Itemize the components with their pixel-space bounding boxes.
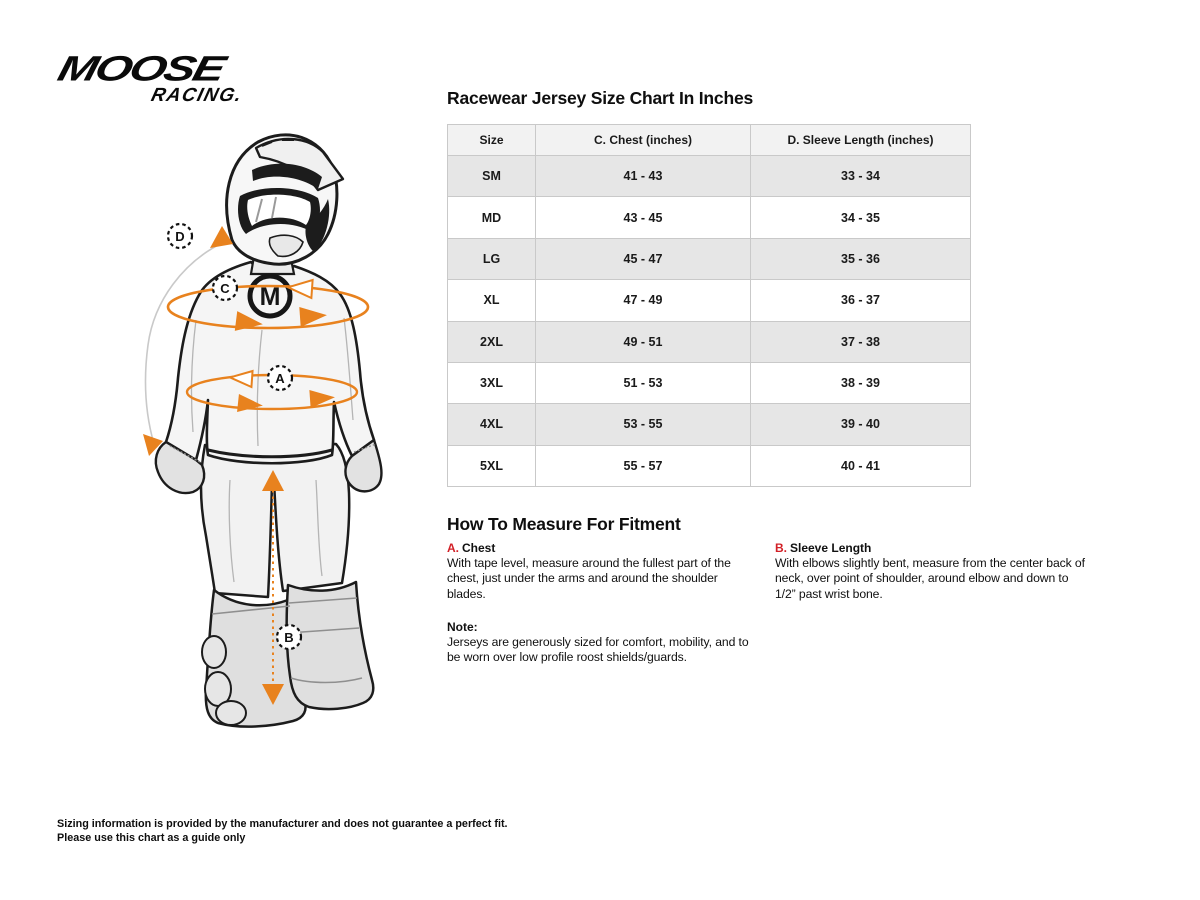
sleeve-cell: 34 - 35	[751, 197, 971, 238]
size-cell: 3XL	[448, 362, 536, 403]
size-cell: 2XL	[448, 321, 536, 362]
sleeve-cell: 40 - 41	[751, 445, 971, 486]
table-row	[448, 156, 971, 197]
marker-chest	[213, 276, 237, 300]
footer-line-2: Please use this chart as a guide only	[57, 832, 246, 845]
measure-label-line	[775, 541, 1087, 555]
footer-disclaimer	[57, 817, 508, 846]
table-row	[448, 362, 971, 403]
sleeve-cell: 35 - 36	[751, 238, 971, 279]
measure-label-line	[447, 541, 749, 555]
table-row	[448, 404, 971, 445]
measure-item-sleeve	[775, 541, 1087, 602]
svg-text:A: A	[275, 371, 285, 386]
table-row	[448, 280, 971, 321]
size-cell: LG	[448, 238, 536, 279]
chest-cell: 53 - 55	[536, 404, 751, 445]
jersey-emblem-letter: M	[259, 283, 281, 311]
marker-sleeve	[168, 224, 192, 248]
chest-cell: 43 - 45	[536, 197, 751, 238]
note-text: Jerseys are generously sized for comfort, mobility, and to be worn over low profile roost shields/guards.	[447, 635, 749, 665]
marker-inseam	[277, 625, 301, 649]
size-chart-table	[447, 124, 971, 487]
measure-letter-b: B.	[775, 541, 787, 555]
moose-wordmark: MOOSE	[53, 49, 228, 89]
measure-letter-a: A.	[447, 541, 459, 555]
chest-cell: 49 - 51	[536, 321, 751, 362]
note-block	[447, 620, 749, 666]
table-row	[448, 445, 971, 486]
table-row	[448, 238, 971, 279]
sleeve-cell: 38 - 39	[751, 362, 971, 403]
size-cell: 4XL	[448, 404, 536, 445]
size-chart-title: Racewear Jersey Size Chart In Inches	[447, 88, 754, 108]
sleeve-cell: 33 - 34	[751, 156, 971, 197]
header-cell-size: Size	[448, 125, 536, 156]
rider-measurement-diagram	[40, 112, 430, 746]
svg-text:C: C	[220, 281, 230, 296]
footer-line-1: Sizing information is provided by the manufacturer and does not guarantee a perfect fit.	[57, 818, 508, 830]
size-cell: MD	[448, 197, 536, 238]
measure-text-sleeve: With elbows slightly bent, measure from the center back of neck, over point of shoulder, around elbow and down to 1/2” past wrist bone.	[775, 556, 1085, 601]
header-cell-chest: C. Chest (inches)	[536, 125, 751, 156]
chest-cell: 47 - 49	[536, 280, 751, 321]
svg-text:B: B	[284, 630, 294, 645]
rider-pants	[201, 444, 349, 597]
table-row	[448, 197, 971, 238]
sleeve-cell: 36 - 37	[751, 280, 971, 321]
table-row	[448, 321, 971, 362]
measure-label-chest: Chest	[462, 541, 496, 555]
brand-logo	[55, 50, 255, 107]
chest-cell: 45 - 47	[536, 238, 751, 279]
marker-waist	[268, 366, 292, 390]
measure-item-chest	[447, 541, 749, 602]
sleeve-cell: 39 - 40	[751, 404, 971, 445]
table-header-row	[448, 125, 971, 156]
chest-cell: 55 - 57	[536, 445, 751, 486]
size-cell: XL	[448, 280, 536, 321]
chest-cell: 51 - 53	[536, 362, 751, 403]
svg-text:D: D	[175, 229, 185, 244]
rider-right-boot	[287, 582, 374, 709]
note-label: Note:	[447, 620, 478, 634]
racing-wordmark: RACING.	[149, 85, 245, 106]
header-cell-sleeve: D. Sleeve Length (inches)	[751, 125, 971, 156]
measure-label-sleeve: Sleeve Length	[790, 541, 872, 555]
size-cell: 5XL	[448, 445, 536, 486]
measure-text-chest: With tape level, measure around the fullest part of the chest, just under the arms and around the shoulder blades.	[447, 556, 731, 601]
chest-cell: 41 - 43	[536, 156, 751, 197]
size-cell: SM	[448, 156, 536, 197]
sleeve-cell: 37 - 38	[751, 321, 971, 362]
howto-heading: How To Measure For Fitment	[447, 514, 681, 534]
